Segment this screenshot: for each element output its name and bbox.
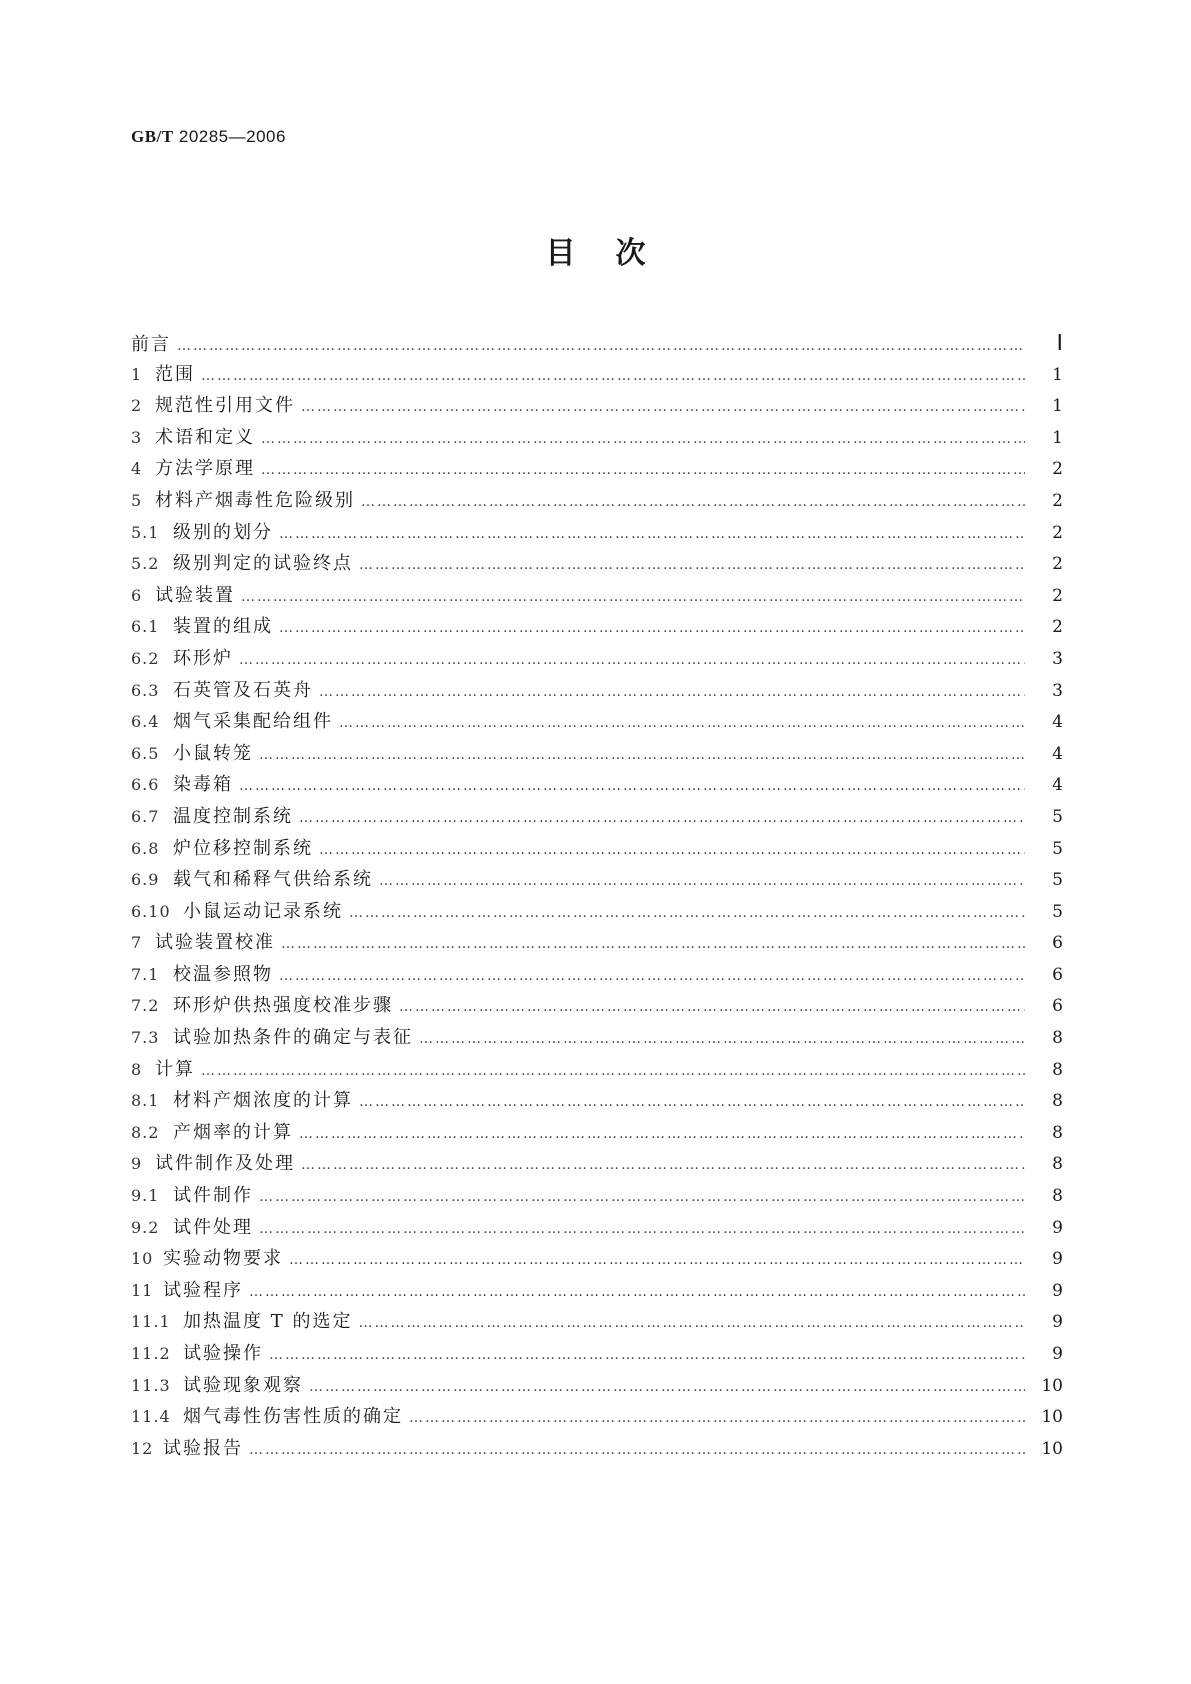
toc-entry-label: 烟气毒性伤害性质的确定 <box>183 1406 403 1428</box>
toc-entry-label: 小鼠运动记录系统 <box>183 900 343 922</box>
toc-entry-page: 9 <box>1052 1249 1063 1270</box>
toc-entry-number: 11.1 <box>131 1312 171 1332</box>
toc-entry-label: 校温参照物 <box>173 963 273 985</box>
toc-entry-number: 6.2 <box>131 648 160 668</box>
toc-entry-label: 试验现象观察 <box>183 1374 303 1396</box>
toc-entry-label: 石英管及石英舟 <box>173 679 313 701</box>
toc-leader-dots <box>279 519 1025 551</box>
toc-leader-dots <box>269 1340 1025 1372</box>
toc-leader-dots <box>281 929 1025 961</box>
toc-entry-page: 3 <box>1052 680 1063 701</box>
toc-entry[interactable] <box>131 769 1063 801</box>
toc-leader-dots <box>239 645 1025 677</box>
toc-entry-label: 试件处理 <box>173 1216 253 1238</box>
toc-entry-number: 6.6 <box>131 775 160 795</box>
toc-entry-label: 装置的组成 <box>173 616 273 638</box>
toc-entry-page: 4 <box>1052 743 1063 764</box>
toc-entry-page: 1 <box>1052 427 1063 448</box>
toc-leader-dots <box>259 1214 1025 1246</box>
toc-entry-number: 9 <box>131 1154 143 1174</box>
toc-entry-number: 7 <box>131 933 143 953</box>
toc-entry[interactable] <box>131 896 1063 928</box>
toc-entry[interactable] <box>131 1306 1063 1338</box>
toc-entry-number: 5.2 <box>131 554 160 574</box>
toc-entry-page: 5 <box>1052 838 1063 859</box>
toc-entry-label: 试验程序 <box>163 1279 243 1301</box>
toc-leader-dots <box>399 992 1025 1024</box>
toc-leader-dots <box>361 487 1025 519</box>
toc-entry-number: 5 <box>131 490 143 510</box>
table-of-contents <box>131 327 1063 1464</box>
toc-entry-number: 6.4 <box>131 712 160 732</box>
toc-entry[interactable] <box>131 1085 1063 1117</box>
toc-entry[interactable] <box>131 548 1063 580</box>
toc-leader-dots <box>299 1119 1025 1151</box>
toc-entry-label: 计算 <box>155 1058 195 1080</box>
toc-entry-number: 11.4 <box>131 1407 171 1427</box>
toc-entry-page: Ⅰ <box>1056 330 1063 355</box>
page-title: 目次 <box>545 236 686 271</box>
toc-leader-dots <box>301 392 1025 424</box>
toc-entry-number: 6.9 <box>131 870 160 890</box>
toc-entry[interactable] <box>131 453 1063 485</box>
toc-leader-dots <box>259 740 1025 772</box>
toc-leader-dots <box>279 961 1025 993</box>
toc-entry-number: 1 <box>131 364 143 384</box>
toc-entry-page: 3 <box>1052 648 1063 669</box>
toc-entry[interactable] <box>131 1180 1063 1212</box>
toc-entry-number: 6.5 <box>131 743 160 763</box>
toc-entry[interactable] <box>131 1275 1063 1307</box>
toc-entry[interactable] <box>131 580 1063 612</box>
toc-leader-dots <box>349 898 1025 930</box>
toc-entry-page: 8 <box>1052 1059 1063 1080</box>
toc-entry-page: 4 <box>1052 775 1063 796</box>
toc-entry-number: 11 <box>131 1280 154 1300</box>
toc-entry-number: 8.2 <box>131 1122 160 1142</box>
toc-entry-number: 9.1 <box>131 1186 160 1206</box>
toc-entry-label: 炉位移控制系统 <box>173 837 313 859</box>
toc-entry-label: 试验报告 <box>163 1437 243 1459</box>
toc-entry-label: 试验操作 <box>183 1343 263 1364</box>
toc-entry-page: 1 <box>1052 396 1063 417</box>
toc-entry-page: 10 <box>1041 1438 1063 1459</box>
toc-entry-number: 7.2 <box>131 996 160 1016</box>
toc-entry-page: 2 <box>1052 585 1063 606</box>
toc-entry[interactable] <box>131 327 1063 359</box>
toc-entry-page: 2 <box>1052 459 1063 480</box>
toc-leader-dots <box>241 582 1025 614</box>
toc-entry-label: 温度控制系统 <box>173 805 293 827</box>
toc-entry-label: 试件制作及处理 <box>155 1153 295 1175</box>
toc-entry-label: 级别的划分 <box>173 521 273 543</box>
toc-entry-label: 材料产烟毒性危险级别 <box>155 489 355 511</box>
toc-leader-dots <box>201 1056 1025 1088</box>
toc-entry-number: 4 <box>131 459 143 479</box>
toc-leader-dots <box>259 1182 1025 1214</box>
toc-entry-number: 8 <box>131 1059 143 1079</box>
toc-entry[interactable] <box>131 517 1063 549</box>
toc-entry-number: 7.3 <box>131 1028 160 1048</box>
toc-entry-label: 产烟率的计算 <box>173 1121 293 1143</box>
toc-entry-page: 8 <box>1052 1154 1063 1175</box>
toc-entry-number: 3 <box>131 427 143 447</box>
toc-entry[interactable] <box>131 833 1063 865</box>
toc-leader-dots <box>419 1024 1025 1056</box>
toc-entry[interactable] <box>131 1022 1063 1054</box>
toc-entry-label: 试件制作 <box>173 1185 253 1207</box>
toc-entry[interactable] <box>131 1433 1063 1465</box>
toc-entry-number: 8.1 <box>131 1091 160 1111</box>
toc-entry-page: 2 <box>1052 617 1063 638</box>
toc-entry-label: 环形炉 <box>173 647 233 669</box>
toc-entry-label: 试验加热条件的确定与表征 <box>173 1027 413 1049</box>
toc-leader-dots <box>319 835 1025 867</box>
toc-leader-dots <box>249 1277 1025 1309</box>
toc-entry-page: 10 <box>1041 1375 1063 1396</box>
standard-code-number: 20285—2006 <box>178 127 286 146</box>
toc-entry-page: 9 <box>1052 1344 1063 1364</box>
standard-code <box>131 127 286 147</box>
toc-leader-dots <box>177 331 1025 363</box>
toc-entry-label: 小鼠转笼 <box>173 742 253 764</box>
toc-leader-dots <box>359 1087 1025 1119</box>
toc-entry[interactable] <box>131 359 1063 391</box>
toc-entry[interactable] <box>131 390 1063 422</box>
toc-entry-label: 烟气采集配给组件 <box>173 711 333 733</box>
toc-entry-number: 11.3 <box>131 1375 171 1395</box>
toc-entry[interactable] <box>131 485 1063 517</box>
toc-entry-number: 11.2 <box>131 1344 171 1363</box>
toc-entry-page: 5 <box>1052 901 1063 922</box>
toc-entry-page: 2 <box>1052 522 1063 543</box>
toc-entry-number: 6 <box>131 585 143 605</box>
toc-entry-label: 术语和定义 <box>155 426 255 448</box>
toc-entry-page: 4 <box>1052 712 1063 733</box>
toc-leader-dots <box>261 455 1025 487</box>
toc-entry-label: 环形炉供热强度校准步骤 <box>173 995 393 1017</box>
toc-leader-dots <box>409 1403 1025 1435</box>
toc-entry[interactable] <box>131 675 1063 707</box>
toc-entry-page: 5 <box>1052 870 1063 891</box>
toc-entry[interactable] <box>131 1054 1063 1086</box>
toc-entry-number: 6.8 <box>131 838 160 858</box>
toc-entry[interactable] <box>131 927 1063 959</box>
toc-entry[interactable] <box>131 422 1063 454</box>
toc-leader-dots <box>289 1245 1025 1277</box>
toc-entry-number: 2 <box>131 396 143 416</box>
toc-entry-page: 6 <box>1052 964 1063 985</box>
toc-entry-label: 级别判定的试验终点 <box>173 553 353 575</box>
toc-entry-page: 8 <box>1052 1186 1063 1207</box>
toc-leader-dots <box>359 550 1025 582</box>
toc-entry[interactable] <box>131 643 1063 675</box>
toc-entry-page: 1 <box>1052 364 1063 385</box>
toc-entry[interactable] <box>131 1148 1063 1180</box>
toc-entry[interactable] <box>131 990 1063 1022</box>
toc-entry[interactable] <box>131 1370 1063 1402</box>
toc-entry[interactable] <box>131 706 1063 738</box>
toc-entry-page: 9 <box>1052 1312 1063 1333</box>
toc-entry-number: 10 <box>131 1249 154 1269</box>
toc-entry[interactable] <box>131 1338 1063 1370</box>
toc-entry-number: 6.3 <box>131 680 160 700</box>
toc-entry-page: 8 <box>1052 1028 1063 1049</box>
toc-entry-page: 6 <box>1052 996 1063 1017</box>
toc-leader-dots <box>358 1308 1025 1340</box>
toc-entry-label: 前言 <box>131 334 171 355</box>
standard-code-prefix: GB/T <box>131 127 174 146</box>
toc-entry-page: 2 <box>1052 490 1063 511</box>
toc-entry-page: 9 <box>1052 1280 1063 1301</box>
toc-leader-dots <box>309 1372 1025 1404</box>
toc-leader-dots <box>279 613 1025 645</box>
toc-leader-dots <box>261 424 1025 456</box>
toc-entry-label: 实验动物要求 <box>163 1248 283 1270</box>
toc-entry-label: 范围 <box>155 363 195 385</box>
toc-leader-dots <box>379 866 1025 898</box>
toc-entry[interactable] <box>131 1401 1063 1433</box>
toc-entry[interactable] <box>131 864 1063 896</box>
toc-entry[interactable] <box>131 801 1063 833</box>
toc-entry-page: 9 <box>1052 1217 1063 1238</box>
toc-entry-number: 5.1 <box>131 522 160 542</box>
toc-entry[interactable] <box>131 738 1063 770</box>
toc-entry-label: 染毒箱 <box>173 774 233 796</box>
toc-entry-label: 规范性引用文件 <box>155 395 295 417</box>
toc-entry-number: 7.1 <box>131 964 160 984</box>
toc-leader-dots <box>249 1435 1025 1467</box>
toc-entry-number: 6.7 <box>131 806 160 826</box>
toc-entry-number: 9.2 <box>131 1217 160 1237</box>
toc-entry[interactable] <box>131 1117 1063 1149</box>
toc-entry-label: 试验装置校准 <box>155 932 275 954</box>
toc-entry-number: 12 <box>131 1438 154 1458</box>
toc-leader-dots <box>239 771 1025 803</box>
toc-entry[interactable] <box>131 611 1063 643</box>
toc-entry-page: 2 <box>1052 554 1063 575</box>
toc-entry-page: 8 <box>1052 1122 1063 1143</box>
toc-leader-dots <box>319 677 1025 709</box>
toc-entry-label: 载气和稀释气供给系统 <box>173 869 373 891</box>
toc-entry[interactable] <box>131 1243 1063 1275</box>
toc-entry-page: 6 <box>1052 933 1063 954</box>
toc-leader-dots <box>201 361 1025 393</box>
toc-entry-label: 材料产烟浓度的计算 <box>173 1090 353 1112</box>
toc-leader-dots <box>301 1150 1025 1182</box>
toc-entry-page: 8 <box>1052 1091 1063 1112</box>
toc-entry-label: 试验装置 <box>155 584 235 606</box>
toc-entry-number: 6.1 <box>131 617 160 637</box>
toc-entry[interactable] <box>131 959 1063 991</box>
toc-entry-number: 6.10 <box>131 901 171 921</box>
toc-leader-dots <box>299 803 1025 835</box>
toc-entry-page: 10 <box>1041 1407 1063 1428</box>
toc-entry-page: 5 <box>1052 806 1063 827</box>
toc-leader-dots <box>339 708 1025 740</box>
toc-entry-label: 方法学原理 <box>155 458 255 480</box>
toc-entry[interactable] <box>131 1212 1063 1244</box>
toc-entry-label: 加热温度 T 的选定 <box>183 1311 353 1333</box>
